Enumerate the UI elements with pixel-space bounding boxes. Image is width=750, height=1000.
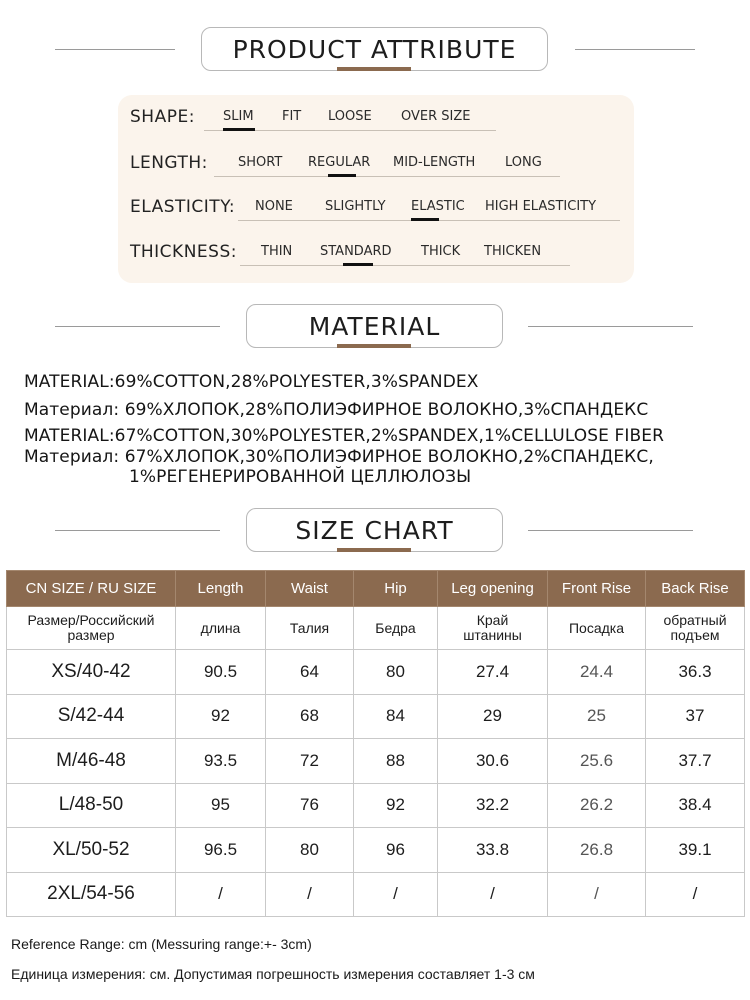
attr-option: STANDARD (320, 244, 392, 259)
attr-row-thickness (118, 232, 634, 272)
reference-range-note: Reference Range: cm (Messuring range:+- 3cm) (11, 936, 312, 952)
material-line-ru-2-cont (129, 467, 471, 487)
material-line-en-1 (24, 372, 479, 392)
size-section-header (0, 508, 750, 554)
table-row (7, 694, 745, 739)
header-cell: Waist (266, 571, 354, 607)
table-row (7, 739, 745, 784)
subheader-cell (646, 607, 745, 650)
material-key: Материал: (24, 400, 120, 420)
attr-option: LONG (505, 155, 542, 170)
size-cell: S/42-44 (7, 694, 176, 739)
attr-option: HIGH ELASTICITY (485, 199, 597, 214)
selected-marker (328, 174, 356, 177)
attr-option: THICKEN (484, 244, 542, 259)
material-line-ru-1 (24, 400, 648, 420)
header-cell: Back Rise (646, 571, 745, 607)
material-key: MATERIAL: (24, 372, 115, 392)
attribute-section-header (0, 27, 750, 73)
material-line-en-2 (24, 426, 664, 446)
divider-line-left (55, 530, 220, 531)
value-cell: / (354, 872, 438, 917)
material-value: 1%РЕГЕНЕРИРОВАННОЙ ЦЕЛЛЮЛОЗЫ (129, 467, 472, 487)
attr-label: ELASTICITY: (130, 197, 236, 217)
subheader-text: Посадка (568, 619, 625, 636)
attr-row-length (118, 143, 634, 183)
material-key: MATERIAL: (24, 426, 115, 446)
size-cell: 2XL/54-56 (7, 872, 176, 917)
attr-option: THIN (261, 244, 293, 259)
attr-option: SLIGHTLY (325, 199, 386, 214)
value-cell: 26.2 (548, 783, 646, 828)
subheader-text: Край (476, 612, 509, 628)
attr-rule (214, 176, 560, 177)
size-chart-title: SIZE CHART (246, 508, 503, 552)
attr-label: SHAPE: (130, 107, 195, 127)
subheader-text: Размер/Российский (27, 612, 155, 628)
divider-line-right (528, 326, 693, 327)
value-cell: / (646, 872, 745, 917)
table-row (7, 783, 745, 828)
table-row (7, 828, 745, 873)
value-cell: 68 (266, 694, 354, 739)
header-cell: Leg opening (438, 571, 548, 607)
value-cell: / (438, 872, 548, 917)
attr-option: LOOSE (328, 109, 372, 124)
selected-marker (223, 128, 255, 131)
attr-option: NONE (255, 199, 293, 214)
value-cell: 96.5 (176, 828, 266, 873)
value-cell: 64 (266, 650, 354, 695)
material-key: Материал: (24, 447, 120, 467)
subheader-cell (7, 607, 176, 650)
header-cell: Length (176, 571, 266, 607)
value-cell: 25.6 (548, 739, 646, 784)
table-subheader-row (7, 607, 745, 650)
attr-option: SHORT (238, 155, 283, 170)
value-cell: / (266, 872, 354, 917)
divider-line-left (55, 326, 220, 327)
attribute-title: PRODUCT ATTRIBUTE (201, 27, 548, 71)
value-cell: 76 (266, 783, 354, 828)
attr-option: ELASTIC (411, 199, 465, 214)
attribute-panel (118, 95, 634, 283)
attr-option: THICK (421, 244, 461, 259)
header-cell: Front Rise (548, 571, 646, 607)
subheader-text: длина (200, 619, 241, 636)
subheader-cell (266, 607, 354, 650)
selected-marker (343, 263, 373, 266)
value-cell: 96 (354, 828, 438, 873)
value-cell: 93.5 (176, 739, 266, 784)
value-cell: / (176, 872, 266, 917)
subheader-text: Бедра (375, 619, 416, 636)
value-cell: 26.8 (548, 828, 646, 873)
subheader-text: обратный (663, 612, 727, 628)
attr-row-elasticity (118, 187, 634, 227)
subheader-text: штанины (463, 627, 522, 643)
value-cell: 95 (176, 783, 266, 828)
value-cell: 37.7 (646, 739, 745, 784)
material-title: MATERIAL (246, 304, 503, 348)
value-cell: 90.5 (176, 650, 266, 695)
value-cell: 29 (438, 694, 548, 739)
size-table (6, 570, 745, 917)
title-accent-bar (337, 67, 411, 71)
material-value: 69%COTTON,28%POLYESTER,3%SPANDEX (114, 372, 479, 392)
measurement-note-ru: Единица измерения: см. Допустимая погрешность измерения составляет 1-3 см (11, 966, 535, 982)
subheader-cell (548, 607, 646, 650)
material-value: 67%ХЛОПОК,30%ПОЛИЭФИРНОЕ ВОЛОКНО,2%СПАНДЕКС, (124, 447, 654, 467)
subheader-text: подъем (670, 627, 720, 643)
value-cell: 38.4 (646, 783, 745, 828)
table-header-row (7, 571, 745, 607)
attr-option: REGULAR (308, 155, 371, 170)
size-cell: M/46-48 (7, 739, 176, 784)
value-cell: / (548, 872, 646, 917)
attr-label: LENGTH: (130, 153, 208, 173)
size-cell: XS/40-42 (7, 650, 176, 695)
value-cell: 33.8 (438, 828, 548, 873)
divider-line-right (575, 49, 695, 50)
value-cell: 25 (548, 694, 646, 739)
attr-rule (240, 265, 570, 266)
value-cell: 84 (354, 694, 438, 739)
divider-line-right (528, 530, 693, 531)
attr-option: SLIM (223, 109, 254, 124)
divider-line-left (55, 49, 175, 50)
value-cell: 32.2 (438, 783, 548, 828)
value-cell: 39.1 (646, 828, 745, 873)
material-line-ru-2 (24, 447, 654, 467)
attr-label: THICKNESS: (130, 242, 237, 262)
value-cell: 24.4 (548, 650, 646, 695)
subheader-cell (176, 607, 266, 650)
attr-option: MID-LENGTH (393, 155, 476, 170)
material-value: 69%ХЛОПОК,28%ПОЛИЭФИРНОЕ ВОЛОКНО,3%СПАНДЕКС (124, 400, 649, 420)
attr-option: OVER SIZE (401, 109, 471, 124)
value-cell: 92 (354, 783, 438, 828)
material-value: 67%COTTON,30%POLYESTER,2%SPANDEX,1%CELLULOSE FIBER (114, 426, 665, 446)
value-cell: 92 (176, 694, 266, 739)
value-cell: 80 (266, 828, 354, 873)
title-accent-bar (337, 344, 411, 348)
value-cell: 37 (646, 694, 745, 739)
subheader-text: Талия (289, 619, 330, 636)
subheader-cell (438, 607, 548, 650)
size-cell: XL/50-52 (7, 828, 176, 873)
material-section-header (0, 304, 750, 350)
value-cell: 27.4 (438, 650, 548, 695)
value-cell: 88 (354, 739, 438, 784)
value-cell: 36.3 (646, 650, 745, 695)
value-cell: 72 (266, 739, 354, 784)
table-row (7, 650, 745, 695)
size-cell: L/48-50 (7, 783, 176, 828)
subheader-cell (354, 607, 438, 650)
value-cell: 80 (354, 650, 438, 695)
selected-marker (411, 218, 439, 221)
attr-option: FIT (282, 109, 302, 124)
header-cell: Hip (354, 571, 438, 607)
subheader-text: размер (67, 627, 115, 643)
attr-row-shape (118, 97, 634, 137)
value-cell: 30.6 (438, 739, 548, 784)
title-accent-bar (337, 548, 411, 552)
header-cell: CN SIZE / RU SIZE (7, 571, 176, 607)
table-row (7, 872, 745, 917)
